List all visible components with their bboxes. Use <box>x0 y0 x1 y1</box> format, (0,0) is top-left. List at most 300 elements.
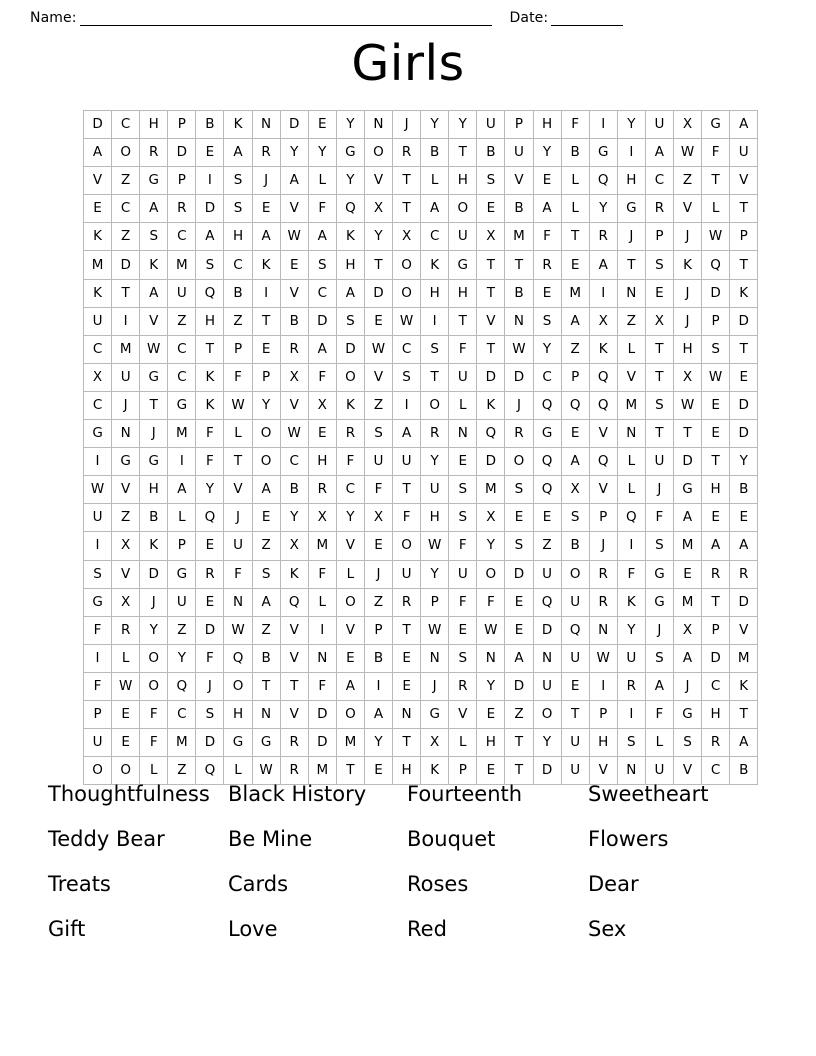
grid-cell[interactable]: C <box>280 448 308 476</box>
grid-cell[interactable]: R <box>702 729 730 757</box>
grid-cell[interactable]: Z <box>533 532 561 560</box>
grid-cell[interactable]: G <box>168 391 196 419</box>
grid-cell[interactable]: P <box>364 616 392 644</box>
grid-cell[interactable]: I <box>393 391 421 419</box>
grid-cell[interactable]: W <box>673 391 701 419</box>
grid-cell[interactable]: V <box>505 167 533 195</box>
grid-cell[interactable]: F <box>393 504 421 532</box>
grid-cell[interactable]: A <box>645 139 673 167</box>
grid-cell[interactable]: P <box>589 700 617 728</box>
grid-cell[interactable]: A <box>140 279 168 307</box>
grid-cell[interactable]: Y <box>449 111 477 139</box>
grid-cell[interactable]: J <box>393 111 421 139</box>
grid-cell[interactable]: V <box>589 757 617 785</box>
grid-cell[interactable]: F <box>84 672 112 700</box>
grid-cell[interactable]: O <box>505 448 533 476</box>
grid-cell[interactable]: J <box>589 532 617 560</box>
grid-cell[interactable]: L <box>140 757 168 785</box>
grid-cell[interactable]: O <box>533 700 561 728</box>
grid-cell[interactable]: X <box>308 504 336 532</box>
grid-cell[interactable]: V <box>617 363 645 391</box>
grid-cell[interactable]: R <box>589 223 617 251</box>
date-input-line[interactable] <box>551 12 623 26</box>
grid-cell[interactable]: G <box>673 476 701 504</box>
grid-cell[interactable]: P <box>252 363 280 391</box>
grid-cell[interactable]: R <box>505 420 533 448</box>
grid-cell[interactable]: S <box>645 532 673 560</box>
grid-cell[interactable]: U <box>449 560 477 588</box>
grid-cell[interactable]: Z <box>168 757 196 785</box>
grid-cell[interactable]: U <box>364 448 392 476</box>
grid-cell[interactable]: H <box>421 279 449 307</box>
grid-cell[interactable]: K <box>730 672 758 700</box>
grid-cell[interactable]: G <box>702 111 730 139</box>
grid-cell[interactable]: E <box>730 504 758 532</box>
grid-cell[interactable]: N <box>393 700 421 728</box>
grid-cell[interactable]: W <box>280 223 308 251</box>
grid-cell[interactable]: Z <box>561 335 589 363</box>
grid-cell[interactable]: Y <box>421 448 449 476</box>
grid-cell[interactable]: M <box>84 251 112 279</box>
word-list-item[interactable]: Dear <box>588 872 639 896</box>
grid-cell[interactable]: C <box>168 335 196 363</box>
grid-cell[interactable]: Q <box>196 504 224 532</box>
grid-cell[interactable]: T <box>393 195 421 223</box>
grid-cell[interactable]: M <box>308 532 336 560</box>
grid-cell[interactable]: E <box>533 167 561 195</box>
grid-cell[interactable]: E <box>561 420 589 448</box>
grid-cell[interactable]: S <box>561 504 589 532</box>
grid-cell[interactable]: V <box>589 420 617 448</box>
grid-cell[interactable]: U <box>421 476 449 504</box>
grid-cell[interactable]: J <box>112 391 140 419</box>
grid-cell[interactable]: Q <box>589 363 617 391</box>
grid-cell[interactable]: K <box>421 757 449 785</box>
grid-cell[interactable]: Y <box>364 729 392 757</box>
grid-cell[interactable]: C <box>702 672 730 700</box>
grid-cell[interactable]: O <box>421 391 449 419</box>
grid-cell[interactable]: L <box>168 504 196 532</box>
grid-cell[interactable]: Y <box>252 391 280 419</box>
grid-cell[interactable]: I <box>84 644 112 672</box>
grid-cell[interactable]: F <box>449 588 477 616</box>
grid-cell[interactable]: Y <box>533 335 561 363</box>
grid-cell[interactable]: F <box>336 448 364 476</box>
grid-cell[interactable]: D <box>308 700 336 728</box>
grid-cell[interactable]: V <box>280 195 308 223</box>
grid-cell[interactable]: K <box>421 251 449 279</box>
grid-cell[interactable]: B <box>421 139 449 167</box>
grid-cell[interactable]: V <box>280 279 308 307</box>
grid-cell[interactable]: K <box>336 223 364 251</box>
grid-cell[interactable]: A <box>252 223 280 251</box>
grid-cell[interactable]: M <box>561 279 589 307</box>
word-list-item[interactable]: Sweetheart <box>588 782 709 806</box>
grid-cell[interactable]: J <box>673 279 701 307</box>
grid-cell[interactable]: F <box>308 195 336 223</box>
grid-cell[interactable]: S <box>645 644 673 672</box>
grid-cell[interactable]: B <box>280 307 308 335</box>
grid-cell[interactable]: M <box>617 391 645 419</box>
grid-cell[interactable]: O <box>336 588 364 616</box>
grid-cell[interactable]: R <box>393 139 421 167</box>
grid-cell[interactable]: S <box>84 560 112 588</box>
grid-cell[interactable]: T <box>730 251 758 279</box>
grid-cell[interactable]: X <box>84 363 112 391</box>
grid-cell[interactable]: T <box>505 757 533 785</box>
grid-cell[interactable]: A <box>561 307 589 335</box>
grid-cell[interactable]: O <box>84 757 112 785</box>
grid-cell[interactable]: V <box>140 307 168 335</box>
grid-cell[interactable]: B <box>561 532 589 560</box>
grid-cell[interactable]: D <box>730 420 758 448</box>
grid-cell[interactable]: F <box>224 363 252 391</box>
grid-cell[interactable]: U <box>224 532 252 560</box>
grid-cell[interactable]: D <box>730 391 758 419</box>
grid-cell[interactable]: I <box>252 279 280 307</box>
grid-cell[interactable]: V <box>336 616 364 644</box>
grid-cell[interactable]: B <box>730 476 758 504</box>
grid-cell[interactable]: I <box>617 532 645 560</box>
grid-cell[interactable]: R <box>112 616 140 644</box>
grid-cell[interactable]: Y <box>168 644 196 672</box>
grid-cell[interactable]: R <box>336 420 364 448</box>
grid-cell[interactable]: I <box>617 700 645 728</box>
grid-cell[interactable]: E <box>196 532 224 560</box>
grid-cell[interactable]: H <box>702 476 730 504</box>
grid-cell[interactable]: T <box>730 335 758 363</box>
grid-cell[interactable]: Y <box>308 139 336 167</box>
word-list-item[interactable]: Black History <box>228 782 367 806</box>
grid-cell[interactable]: R <box>196 560 224 588</box>
grid-cell[interactable]: A <box>336 279 364 307</box>
grid-cell[interactable]: Q <box>533 391 561 419</box>
grid-cell[interactable]: Z <box>252 532 280 560</box>
grid-cell[interactable]: J <box>140 420 168 448</box>
grid-cell[interactable]: T <box>505 729 533 757</box>
grid-cell[interactable]: C <box>224 251 252 279</box>
grid-cell[interactable]: T <box>393 476 421 504</box>
grid-cell[interactable]: X <box>673 363 701 391</box>
grid-cell[interactable]: N <box>589 616 617 644</box>
grid-cell[interactable]: F <box>561 111 589 139</box>
grid-cell[interactable]: A <box>730 111 758 139</box>
grid-cell[interactable]: A <box>196 223 224 251</box>
grid-cell[interactable]: R <box>280 757 308 785</box>
grid-cell[interactable]: E <box>449 448 477 476</box>
grid-cell[interactable]: J <box>140 588 168 616</box>
grid-cell[interactable]: T <box>421 363 449 391</box>
grid-cell[interactable]: Q <box>561 616 589 644</box>
grid-cell[interactable]: T <box>730 195 758 223</box>
grid-cell[interactable]: H <box>224 700 252 728</box>
grid-cell[interactable]: V <box>84 167 112 195</box>
grid-cell[interactable]: U <box>561 757 589 785</box>
grid-cell[interactable]: A <box>308 335 336 363</box>
grid-cell[interactable]: U <box>533 672 561 700</box>
grid-cell[interactable]: P <box>168 532 196 560</box>
grid-cell[interactable]: R <box>280 335 308 363</box>
grid-cell[interactable]: F <box>364 476 392 504</box>
grid-cell[interactable]: E <box>252 504 280 532</box>
grid-cell[interactable]: B <box>280 476 308 504</box>
grid-cell[interactable]: Q <box>533 476 561 504</box>
grid-cell[interactable]: C <box>84 391 112 419</box>
grid-cell[interactable]: J <box>196 672 224 700</box>
grid-cell[interactable]: D <box>477 363 505 391</box>
grid-cell[interactable]: K <box>477 391 505 419</box>
grid-cell[interactable]: W <box>505 335 533 363</box>
grid-cell[interactable]: B <box>196 111 224 139</box>
grid-cell[interactable]: W <box>673 139 701 167</box>
grid-cell[interactable]: I <box>589 672 617 700</box>
grid-cell[interactable]: E <box>673 560 701 588</box>
grid-cell[interactable]: A <box>84 139 112 167</box>
grid-cell[interactable]: T <box>477 335 505 363</box>
grid-cell[interactable]: L <box>224 420 252 448</box>
grid-cell[interactable]: S <box>449 504 477 532</box>
grid-cell[interactable]: H <box>702 700 730 728</box>
grid-cell[interactable]: H <box>533 111 561 139</box>
grid-cell[interactable]: W <box>224 616 252 644</box>
grid-cell[interactable]: F <box>449 532 477 560</box>
grid-cell[interactable]: F <box>533 223 561 251</box>
grid-cell[interactable]: D <box>505 560 533 588</box>
grid-cell[interactable]: U <box>393 560 421 588</box>
grid-cell[interactable]: E <box>364 307 392 335</box>
grid-cell[interactable]: W <box>702 363 730 391</box>
grid-cell[interactable]: S <box>336 307 364 335</box>
grid-cell[interactable]: J <box>421 672 449 700</box>
grid-cell[interactable]: M <box>673 532 701 560</box>
grid-cell[interactable]: S <box>533 307 561 335</box>
grid-cell[interactable]: L <box>449 729 477 757</box>
grid-cell[interactable]: N <box>364 111 392 139</box>
grid-cell[interactable]: F <box>308 363 336 391</box>
word-list-item[interactable]: Roses <box>407 872 469 896</box>
grid-cell[interactable]: L <box>617 448 645 476</box>
grid-cell[interactable]: A <box>589 251 617 279</box>
grid-cell[interactable]: T <box>336 757 364 785</box>
grid-cell[interactable]: Q <box>561 391 589 419</box>
grid-cell[interactable]: H <box>308 448 336 476</box>
grid-cell[interactable]: S <box>224 195 252 223</box>
grid-cell[interactable]: O <box>252 420 280 448</box>
grid-cell[interactable]: S <box>252 560 280 588</box>
grid-cell[interactable]: O <box>393 279 421 307</box>
grid-cell[interactable]: M <box>730 644 758 672</box>
grid-cell[interactable]: Y <box>196 476 224 504</box>
grid-cell[interactable]: D <box>364 279 392 307</box>
grid-cell[interactable]: A <box>673 504 701 532</box>
grid-cell[interactable]: R <box>449 672 477 700</box>
grid-cell[interactable]: S <box>673 729 701 757</box>
grid-cell[interactable]: Z <box>112 223 140 251</box>
grid-cell[interactable]: U <box>449 223 477 251</box>
grid-cell[interactable]: X <box>364 504 392 532</box>
grid-cell[interactable]: H <box>196 307 224 335</box>
grid-cell[interactable]: R <box>280 729 308 757</box>
grid-cell[interactable]: J <box>673 307 701 335</box>
grid-cell[interactable]: T <box>196 335 224 363</box>
grid-cell[interactable]: Z <box>505 700 533 728</box>
grid-cell[interactable]: E <box>533 504 561 532</box>
grid-cell[interactable]: F <box>140 700 168 728</box>
grid-cell[interactable]: T <box>112 279 140 307</box>
grid-cell[interactable]: Y <box>421 111 449 139</box>
grid-cell[interactable]: K <box>196 391 224 419</box>
grid-cell[interactable]: N <box>252 111 280 139</box>
grid-cell[interactable]: X <box>673 111 701 139</box>
grid-cell[interactable]: W <box>393 307 421 335</box>
grid-cell[interactable]: K <box>84 279 112 307</box>
grid-cell[interactable]: B <box>505 279 533 307</box>
grid-cell[interactable]: B <box>140 504 168 532</box>
grid-cell[interactable]: I <box>364 672 392 700</box>
grid-cell[interactable]: K <box>252 251 280 279</box>
grid-cell[interactable]: T <box>645 363 673 391</box>
grid-cell[interactable]: P <box>702 616 730 644</box>
grid-cell[interactable]: T <box>224 448 252 476</box>
grid-cell[interactable]: K <box>336 391 364 419</box>
grid-cell[interactable]: Q <box>477 420 505 448</box>
grid-cell[interactable]: X <box>421 729 449 757</box>
grid-cell[interactable]: A <box>561 448 589 476</box>
grid-cell[interactable]: S <box>449 476 477 504</box>
grid-cell[interactable]: G <box>168 560 196 588</box>
grid-cell[interactable]: D <box>730 588 758 616</box>
grid-cell[interactable]: A <box>224 139 252 167</box>
grid-cell[interactable]: T <box>561 223 589 251</box>
grid-cell[interactable]: S <box>645 391 673 419</box>
grid-cell[interactable]: F <box>84 616 112 644</box>
grid-cell[interactable]: U <box>645 757 673 785</box>
grid-cell[interactable]: W <box>589 644 617 672</box>
grid-cell[interactable]: M <box>336 729 364 757</box>
grid-cell[interactable]: O <box>336 700 364 728</box>
grid-cell[interactable]: M <box>168 420 196 448</box>
grid-cell[interactable]: A <box>730 729 758 757</box>
grid-cell[interactable]: Q <box>617 504 645 532</box>
grid-cell[interactable]: Z <box>673 167 701 195</box>
grid-cell[interactable]: K <box>140 532 168 560</box>
grid-cell[interactable]: R <box>730 560 758 588</box>
grid-cell[interactable]: E <box>393 644 421 672</box>
grid-cell[interactable]: I <box>308 616 336 644</box>
grid-cell[interactable]: F <box>702 139 730 167</box>
grid-cell[interactable]: F <box>196 644 224 672</box>
grid-cell[interactable]: E <box>252 195 280 223</box>
grid-cell[interactable]: E <box>645 279 673 307</box>
grid-cell[interactable]: W <box>140 335 168 363</box>
grid-cell[interactable]: V <box>673 757 701 785</box>
grid-cell[interactable]: Q <box>533 448 561 476</box>
grid-cell[interactable]: T <box>477 251 505 279</box>
grid-cell[interactable]: V <box>477 307 505 335</box>
grid-cell[interactable]: S <box>196 251 224 279</box>
grid-cell[interactable]: I <box>196 167 224 195</box>
grid-cell[interactable]: I <box>589 279 617 307</box>
grid-cell[interactable]: G <box>224 729 252 757</box>
grid-cell[interactable]: J <box>617 223 645 251</box>
grid-cell[interactable]: M <box>673 588 701 616</box>
grid-cell[interactable]: M <box>168 251 196 279</box>
grid-cell[interactable]: V <box>589 476 617 504</box>
grid-cell[interactable]: C <box>168 363 196 391</box>
grid-cell[interactable]: Y <box>730 448 758 476</box>
grid-cell[interactable]: V <box>280 616 308 644</box>
grid-cell[interactable]: U <box>561 729 589 757</box>
grid-cell[interactable]: W <box>84 476 112 504</box>
grid-cell[interactable]: I <box>617 139 645 167</box>
grid-cell[interactable]: N <box>252 700 280 728</box>
grid-cell[interactable]: A <box>308 223 336 251</box>
grid-cell[interactable]: S <box>505 532 533 560</box>
grid-cell[interactable]: Y <box>280 139 308 167</box>
grid-cell[interactable]: E <box>702 420 730 448</box>
grid-cell[interactable]: P <box>561 363 589 391</box>
grid-cell[interactable]: N <box>617 279 645 307</box>
grid-cell[interactable]: D <box>505 363 533 391</box>
grid-cell[interactable]: T <box>280 672 308 700</box>
grid-cell[interactable]: I <box>84 532 112 560</box>
grid-cell[interactable]: Q <box>224 644 252 672</box>
grid-cell[interactable]: D <box>308 307 336 335</box>
grid-cell[interactable]: Y <box>364 223 392 251</box>
grid-cell[interactable]: P <box>730 223 758 251</box>
grid-cell[interactable]: Y <box>336 504 364 532</box>
grid-cell[interactable]: W <box>421 616 449 644</box>
word-list-item[interactable]: Sex <box>588 917 627 941</box>
grid-cell[interactable]: Y <box>617 616 645 644</box>
grid-cell[interactable]: X <box>673 616 701 644</box>
word-list-item[interactable]: Love <box>228 917 278 941</box>
grid-cell[interactable]: W <box>224 391 252 419</box>
grid-cell[interactable]: Y <box>589 195 617 223</box>
grid-cell[interactable]: V <box>730 167 758 195</box>
grid-cell[interactable]: G <box>336 139 364 167</box>
grid-cell[interactable]: S <box>196 700 224 728</box>
name-input-line[interactable] <box>80 12 492 26</box>
grid-cell[interactable]: E <box>196 139 224 167</box>
grid-cell[interactable]: A <box>421 195 449 223</box>
grid-cell[interactable]: U <box>645 111 673 139</box>
grid-cell[interactable]: W <box>280 420 308 448</box>
grid-cell[interactable]: T <box>702 588 730 616</box>
grid-cell[interactable]: X <box>280 363 308 391</box>
grid-cell[interactable]: E <box>477 195 505 223</box>
grid-cell[interactable]: A <box>364 700 392 728</box>
grid-cell[interactable]: U <box>168 588 196 616</box>
grid-cell[interactable]: E <box>112 700 140 728</box>
word-search-grid[interactable] <box>83 110 750 785</box>
grid-cell[interactable]: A <box>505 644 533 672</box>
grid-cell[interactable]: F <box>224 560 252 588</box>
grid-cell[interactable]: V <box>364 363 392 391</box>
grid-cell[interactable]: N <box>308 644 336 672</box>
grid-cell[interactable]: S <box>449 644 477 672</box>
grid-cell[interactable]: X <box>645 307 673 335</box>
word-list-item[interactable]: Treats <box>48 872 111 896</box>
grid-cell[interactable]: H <box>449 279 477 307</box>
grid-cell[interactable]: G <box>421 700 449 728</box>
grid-cell[interactable]: C <box>84 335 112 363</box>
grid-cell[interactable]: E <box>196 588 224 616</box>
grid-cell[interactable]: U <box>533 560 561 588</box>
grid-cell[interactable]: H <box>393 757 421 785</box>
grid-cell[interactable]: X <box>308 391 336 419</box>
word-list-item[interactable]: Thoughtfulness <box>48 782 210 806</box>
